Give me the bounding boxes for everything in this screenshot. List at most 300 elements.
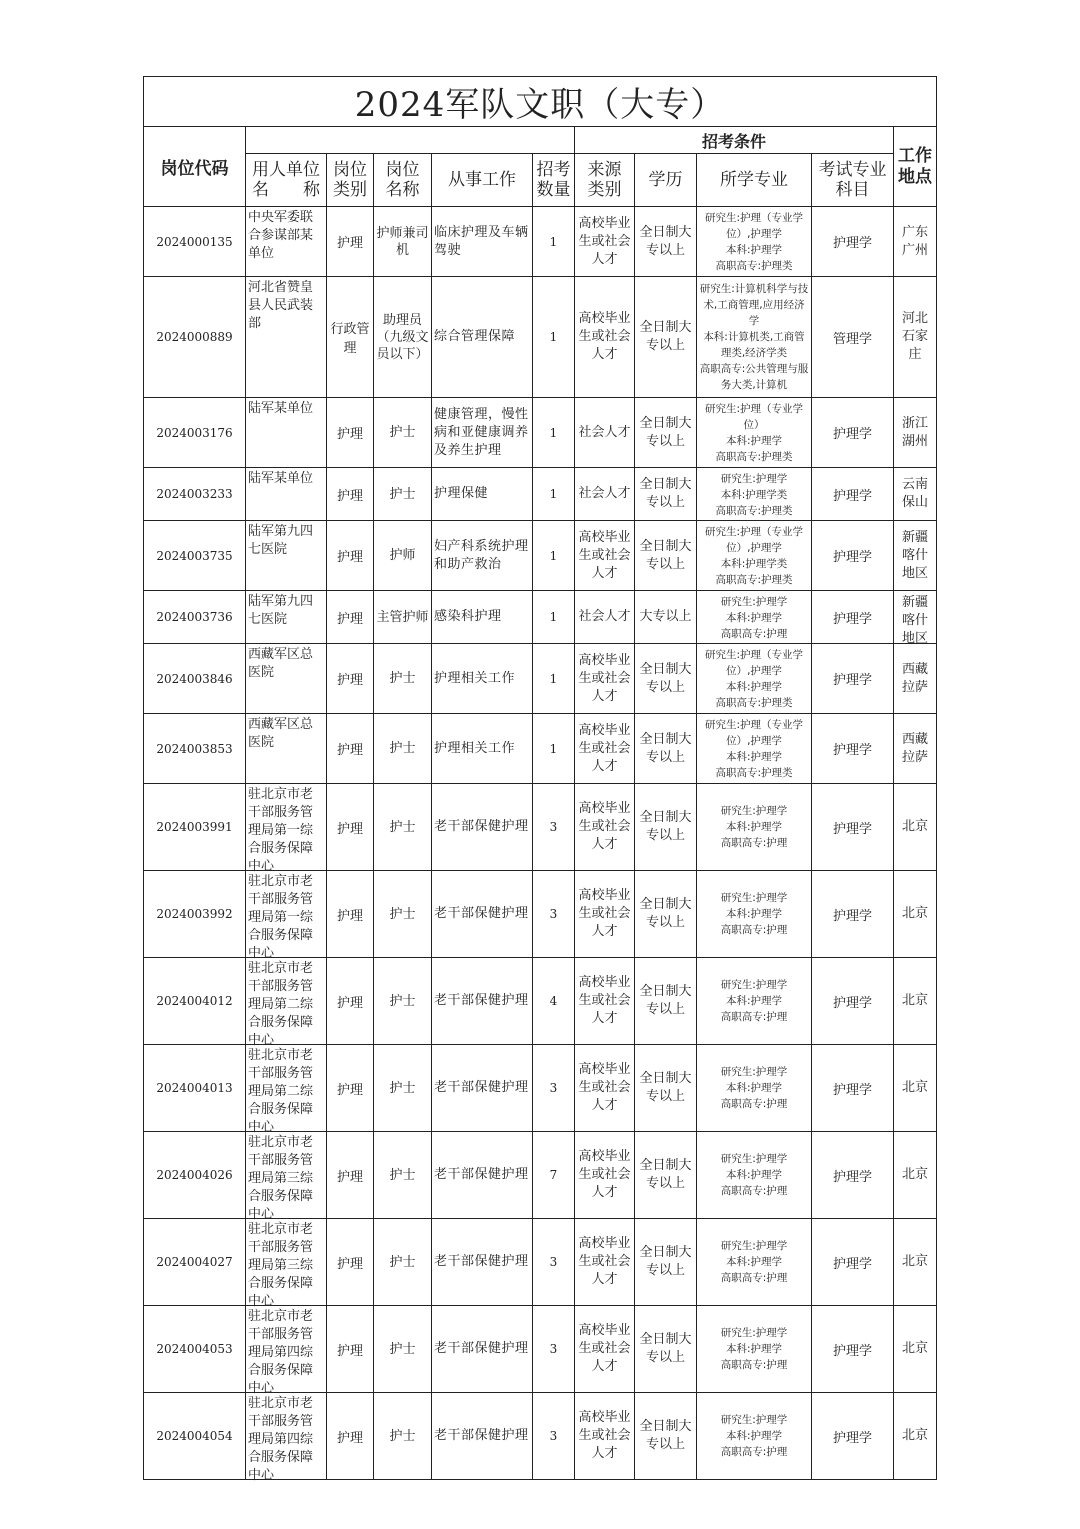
- cell-position-category: 护理: [327, 644, 374, 714]
- header-position-category: 岗位 类别: [327, 154, 374, 207]
- header-position-name: 岗位 名称: [374, 154, 432, 207]
- cell-work-content-text: 妇产科系统护理和助产救治: [434, 538, 529, 572]
- cell-education: [635, 591, 697, 644]
- cell-employer-name: [246, 714, 327, 784]
- recruitment-table-sheet: [143, 76, 936, 1483]
- cell-work-content: [432, 1306, 533, 1393]
- cell-employer-name-text: 驻北京市老干部服务管理局第四综合服务保障中心: [248, 1396, 314, 1483]
- cell-work-content: [432, 591, 533, 644]
- cell-work-content: [432, 644, 533, 714]
- table-row: [144, 1132, 937, 1219]
- cell-position-category: 护理: [327, 591, 374, 644]
- header-education: 学历: [635, 154, 697, 207]
- cell-position-code: 2024003991: [144, 784, 246, 871]
- cell-work-location: [894, 277, 937, 398]
- table-row: [144, 1219, 937, 1306]
- cell-exam-subject: 护理学: [812, 521, 894, 591]
- cell-position-name: 护师兼司机: [374, 207, 432, 277]
- cell-education: [635, 784, 697, 871]
- header-work-content: 从事工作: [432, 154, 533, 207]
- cell-position-code: 2024003736: [144, 591, 246, 644]
- cell-exam-subject: 护理学: [812, 1393, 894, 1480]
- cell-work-content-text: 老干部保健护理: [434, 1341, 529, 1356]
- cell-source-type: [575, 871, 635, 958]
- cell-education-text: 全日制大专以上: [639, 897, 692, 930]
- cell-employer-name-text: 驻北京市老干部服务管理局第三综合服务保障中心: [248, 1135, 314, 1222]
- cell-position-name: 护士: [374, 398, 432, 468]
- cell-position-code: 2024004026: [144, 1132, 246, 1219]
- cell-work-location: [894, 1132, 937, 1219]
- cell-education-text: 全日制大专以上: [639, 984, 692, 1017]
- cell-source-type: [575, 958, 635, 1045]
- cell-employer-name-text: 陆军某单位: [248, 471, 314, 486]
- cell-recruit-count: 1: [533, 468, 575, 521]
- cell-work-content: [432, 398, 533, 468]
- cell-employer-name: [246, 1306, 327, 1396]
- cell-education: [635, 958, 697, 1045]
- cell-exam-subject: 护理学: [812, 468, 894, 521]
- table-row: [144, 871, 937, 958]
- cell-education: [635, 521, 697, 591]
- cell-position-code: 2024003846: [144, 644, 246, 714]
- cell-position-code: 2024000135: [144, 207, 246, 277]
- cell-position-category: 护理: [327, 521, 374, 591]
- cell-major-text: 研究生:计算机科学与技术,工商管理,应用经济学 本科:计算机类,工商管理类,经济学类 高职高专:公共管理与服务大类,计算机: [699, 283, 809, 391]
- cell-work-content-text: 感染科护理: [434, 609, 502, 624]
- cell-source-type-text: 高校毕业生或社会人才: [578, 801, 631, 852]
- header-exam-subject: 考试专业 科目: [812, 154, 894, 207]
- cell-work-content: [432, 784, 533, 871]
- header-position-code: 岗位代码: [144, 127, 246, 207]
- cell-source-type-text: 高校毕业生或社会人才: [578, 1062, 631, 1113]
- cell-source-type: [575, 784, 635, 871]
- cell-major-text: 研究生:护理学 本科:护理学 高职高专:护理: [720, 892, 788, 936]
- table-row: [144, 1306, 937, 1393]
- cell-source-type-text: 高校毕业生或社会人才: [578, 888, 631, 939]
- header-blank-span: [246, 127, 575, 154]
- cell-major: [697, 591, 812, 644]
- cell-major: [697, 277, 812, 398]
- cell-position-category: 护理: [327, 871, 374, 958]
- cell-major-text: 研究生:护理学 本科:护理学 高职高专:护理: [720, 1153, 788, 1197]
- cell-source-type-text: 高校毕业生或社会人才: [578, 215, 631, 267]
- cell-position-category: 护理: [327, 784, 374, 871]
- cell-position-name: 护士: [374, 958, 432, 1045]
- cell-exam-subject: 护理学: [812, 1306, 894, 1393]
- cell-work-location-text: 新疆喀什地区: [902, 595, 929, 646]
- cell-employer-name: [246, 1393, 327, 1483]
- cell-position-name: 护士: [374, 1132, 432, 1219]
- cell-education-text: 全日制大专以上: [639, 477, 692, 510]
- cell-source-type-text: 高校毕业生或社会人才: [578, 1236, 631, 1287]
- cell-major-text: 研究生:护理（专业学位）,护理学 本科:护理学 高职高专:护理类: [704, 212, 804, 272]
- cell-work-location-text: 浙江湖州: [902, 415, 929, 449]
- table-row: [144, 591, 937, 644]
- table-row: [144, 958, 937, 1045]
- cell-work-location: [894, 714, 937, 784]
- cell-exam-subject: 护理学: [812, 398, 894, 468]
- cell-education-text: 全日制大专以上: [639, 1332, 692, 1365]
- cell-education-text: 全日制大专以上: [639, 810, 692, 843]
- cell-education: [635, 207, 697, 277]
- cell-employer-name-text: 驻北京市老干部服务管理局第一综合服务保障中心: [248, 874, 314, 961]
- cell-work-location-text: 北京: [902, 993, 929, 1008]
- cell-position-code: 2024003992: [144, 871, 246, 958]
- cell-work-location: [894, 398, 937, 468]
- cell-work-content-text: 老干部保健护理: [434, 1254, 529, 1269]
- cell-work-location: [894, 871, 937, 958]
- cell-position-code: 2024004053: [144, 1306, 246, 1393]
- cell-position-category: 护理: [327, 1045, 374, 1132]
- cell-work-location-text: 北京: [902, 1428, 929, 1443]
- cell-exam-subject: 护理学: [812, 207, 894, 277]
- cell-source-type-text: 社会人才: [578, 486, 631, 501]
- cell-work-content-text: 老干部保健护理: [434, 1428, 529, 1443]
- cell-education-text: 大专以上: [639, 609, 692, 624]
- cell-position-name: 护士: [374, 871, 432, 958]
- cell-source-type: [575, 1306, 635, 1393]
- cell-major-text: 研究生:护理（专业学位）,护理学 本科:护理学 高职高专:护理类: [704, 719, 804, 779]
- cell-major: [697, 784, 812, 871]
- cell-education-text: 全日制大专以上: [639, 415, 692, 449]
- recruitment-table: [143, 76, 937, 1483]
- cell-work-location-text: 北京: [902, 1167, 929, 1182]
- cell-major: [697, 644, 812, 714]
- cell-recruit-count: 3: [533, 871, 575, 958]
- cell-education: [635, 644, 697, 714]
- cell-recruit-count: 1: [533, 207, 575, 277]
- cell-employer-name-text: 驻北京市老干部服务管理局第二综合服务保障中心: [248, 961, 314, 1048]
- cell-recruit-count: 3: [533, 784, 575, 871]
- cell-employer-name: [246, 207, 327, 277]
- cell-position-name: 护士: [374, 1306, 432, 1393]
- cell-position-name: 护士: [374, 1045, 432, 1132]
- cell-work-content-text: 老干部保健护理: [434, 993, 529, 1008]
- cell-work-location: [894, 468, 937, 521]
- cell-work-location-text: 西藏拉萨: [902, 731, 929, 765]
- cell-exam-subject: 护理学: [812, 871, 894, 958]
- cell-source-type-text: 高校毕业生或社会人才: [578, 1410, 631, 1461]
- cell-work-content: [432, 871, 533, 958]
- cell-work-location: [894, 1393, 937, 1480]
- cell-education-text: 全日制大专以上: [639, 538, 692, 572]
- cell-exam-subject: 护理学: [812, 1219, 894, 1306]
- cell-position-code: 2024004054: [144, 1393, 246, 1480]
- cell-position-name: 护士: [374, 468, 432, 521]
- cell-exam-subject: 护理学: [812, 591, 894, 644]
- cell-education-text: 全日制大专以上: [639, 1158, 692, 1191]
- cell-source-type: [575, 207, 635, 277]
- cell-employer-name: [246, 1132, 327, 1222]
- table-row: [144, 207, 937, 277]
- cell-work-location-text: 西藏拉萨: [902, 661, 929, 695]
- cell-position-category: 护理: [327, 1306, 374, 1393]
- cell-major-text: 研究生:护理学 本科:护理学 高职高专:护理: [720, 1414, 788, 1458]
- cell-employer-name: [246, 277, 327, 398]
- cell-recruit-count: 7: [533, 1132, 575, 1219]
- table-row: [144, 784, 937, 871]
- cell-position-name: 护士: [374, 784, 432, 871]
- cell-major-text: 研究生:护理学 本科:护理学 高职高专:护理: [720, 805, 788, 849]
- cell-work-location-text: 北京: [902, 819, 929, 834]
- cell-work-location-text: 新疆喀什地区: [902, 529, 929, 581]
- cell-source-type: [575, 714, 635, 784]
- cell-position-code: 2024003176: [144, 398, 246, 468]
- cell-position-category: 护理: [327, 1219, 374, 1306]
- table-row: [144, 714, 937, 784]
- header-source-type: 来源 类别: [575, 154, 635, 207]
- table-row: [144, 521, 937, 591]
- cell-exam-subject: 护理学: [812, 958, 894, 1045]
- cell-source-type-text: 高校毕业生或社会人才: [578, 311, 631, 362]
- cell-major: [697, 207, 812, 277]
- cell-source-type-text: 高校毕业生或社会人才: [578, 722, 631, 774]
- cell-work-content-text: 老干部保健护理: [434, 819, 529, 834]
- cell-education-text: 全日制大专以上: [639, 1419, 692, 1452]
- cell-work-content-text: 护理保健: [434, 486, 489, 501]
- cell-work-content: [432, 468, 533, 521]
- table-row: [144, 277, 937, 398]
- table-row: [144, 468, 937, 521]
- cell-position-category: 护理: [327, 468, 374, 521]
- cell-education: [635, 1132, 697, 1219]
- cell-position-code: 2024003853: [144, 714, 246, 784]
- cell-work-location: [894, 591, 937, 644]
- cell-education: [635, 398, 697, 468]
- cell-source-type: [575, 591, 635, 644]
- cell-exam-subject: 护理学: [812, 644, 894, 714]
- cell-position-name: 护士: [374, 1393, 432, 1480]
- cell-work-location-text: 北京: [902, 1080, 929, 1095]
- table-body: [144, 207, 937, 1483]
- cell-employer-name: [246, 871, 327, 961]
- table-row: [144, 644, 937, 714]
- cell-position-code: 2024003233: [144, 468, 246, 521]
- cell-position-name: 护士: [374, 644, 432, 714]
- cell-employer-name-text: 陆军第九四七医院: [248, 594, 314, 627]
- cell-exam-subject: 护理学: [812, 784, 894, 871]
- cell-employer-name-text: 河北省赞皇县人民武装部: [248, 280, 314, 331]
- cell-position-category: 护理: [327, 714, 374, 784]
- cell-work-location: [894, 644, 937, 714]
- cell-education: [635, 1393, 697, 1480]
- cell-exam-subject: 护理学: [812, 714, 894, 784]
- cell-work-location-text: 云南保山: [902, 477, 929, 510]
- cell-position-code: 2024004012: [144, 958, 246, 1045]
- cell-position-code: 2024000889: [144, 277, 246, 398]
- cell-work-location: [894, 521, 937, 591]
- cell-recruit-count: 3: [533, 1219, 575, 1306]
- cell-position-code: 2024004027: [144, 1219, 246, 1306]
- cell-position-category: 护理: [327, 1132, 374, 1219]
- cell-recruit-count: 1: [533, 591, 575, 644]
- cell-major: [697, 1219, 812, 1306]
- cell-recruit-count: 1: [533, 277, 575, 398]
- cell-position-code: 2024003735: [144, 521, 246, 591]
- cell-education-text: 全日制大专以上: [639, 320, 692, 353]
- cell-work-content: [432, 207, 533, 277]
- cell-work-location-text: 河北石家庄: [902, 311, 929, 362]
- cell-employer-name: [246, 784, 327, 874]
- cell-source-type: [575, 1393, 635, 1480]
- cell-source-type-text: 高校毕业生或社会人才: [578, 1149, 631, 1200]
- cell-major-text: 研究生:护理学 本科:护理学 高职高专:护理: [720, 979, 788, 1023]
- cell-major-text: 研究生:护理学 本科:护理学 高职高专:护理: [720, 1240, 788, 1284]
- cell-employer-name-text: 陆军某单位: [248, 401, 314, 416]
- cell-work-location: [894, 1219, 937, 1306]
- cell-work-location: [894, 1045, 937, 1132]
- cell-source-type-text: 高校毕业生或社会人才: [578, 975, 631, 1026]
- cell-position-name: 护师: [374, 521, 432, 591]
- table-row: [144, 1045, 937, 1132]
- cell-work-location: [894, 207, 937, 277]
- table-row: [144, 1393, 937, 1480]
- cell-major-text: 研究生:护理学 本科:护理学 高职高专:护理: [720, 1327, 788, 1371]
- table-title: 2024军队文职（大专）: [144, 77, 937, 127]
- cell-education-text: 全日制大专以上: [639, 1071, 692, 1104]
- cell-recruit-count: 1: [533, 644, 575, 714]
- cell-major: [697, 521, 812, 591]
- cell-major: [697, 1306, 812, 1393]
- cell-work-content: [432, 1219, 533, 1306]
- cell-work-content-text: 临床护理及车辆驾驶: [434, 224, 529, 258]
- cell-source-type-text: 高校毕业生或社会人才: [578, 1323, 631, 1374]
- cell-source-type-text: 社会人才: [578, 609, 631, 624]
- cell-position-category: 护理: [327, 207, 374, 277]
- cell-source-type: [575, 468, 635, 521]
- cell-work-content: [432, 958, 533, 1045]
- cell-recruit-count: 1: [533, 521, 575, 591]
- cell-position-category: 护理: [327, 958, 374, 1045]
- cell-employer-name-text: 驻北京市老干部服务管理局第二综合服务保障中心: [248, 1048, 314, 1135]
- cell-position-code: 2024004013: [144, 1045, 246, 1132]
- cell-education: [635, 468, 697, 521]
- cell-work-location: [894, 958, 937, 1045]
- cell-work-location-text: 北京: [902, 1254, 929, 1269]
- cell-employer-name: [246, 1219, 327, 1309]
- cell-education: [635, 1219, 697, 1306]
- cell-work-location: [894, 784, 937, 871]
- cell-education-text: 全日制大专以上: [639, 661, 692, 695]
- cell-major-text: 研究生:护理（专业学位）,护理学 本科:护理学 高职高专:护理类: [704, 649, 804, 709]
- cell-source-type: [575, 277, 635, 398]
- cell-source-type: [575, 1219, 635, 1306]
- cell-employer-name: [246, 521, 327, 591]
- cell-major: [697, 1045, 812, 1132]
- cell-education: [635, 1045, 697, 1132]
- cell-work-content: [432, 714, 533, 784]
- cell-position-name: 助理员（九级文员以下）: [374, 277, 432, 398]
- cell-work-location: [894, 1306, 937, 1393]
- cell-source-type-text: 社会人才: [578, 424, 631, 440]
- cell-recruit-count: 3: [533, 1393, 575, 1480]
- cell-exam-subject: 管理学: [812, 277, 894, 398]
- cell-work-location-text: 北京: [902, 1341, 929, 1356]
- cell-major-text: 研究生:护理学 本科:护理学 高职高专:护理: [720, 596, 788, 640]
- cell-source-type: [575, 398, 635, 468]
- cell-education-text: 全日制大专以上: [639, 731, 692, 765]
- table-row: [144, 398, 937, 468]
- cell-employer-name-text: 陆军第九四七医院: [248, 524, 314, 557]
- cell-source-type: [575, 521, 635, 591]
- cell-major: [697, 468, 812, 521]
- cell-employer-name: [246, 958, 327, 1048]
- cell-work-content-text: 老干部保健护理: [434, 906, 529, 921]
- cell-source-type-text: 高校毕业生或社会人才: [578, 529, 631, 581]
- cell-employer-name-text: 中央军委联合参谋部某单位: [248, 210, 314, 261]
- cell-employer-name-text: 西藏军区总医院: [248, 717, 314, 750]
- cell-employer-name-text: 驻北京市老干部服务管理局第四综合服务保障中心: [248, 1309, 314, 1396]
- cell-work-location-text: 广东广州: [902, 224, 929, 258]
- cell-employer-name: [246, 468, 327, 521]
- cell-recruit-count: 1: [533, 398, 575, 468]
- cell-recruit-count: 3: [533, 1306, 575, 1393]
- cell-position-name: 护士: [374, 714, 432, 784]
- header-recruit-count: 招考 数量: [533, 154, 575, 207]
- cell-source-type-text: 高校毕业生或社会人才: [578, 652, 631, 704]
- cell-education-text: 全日制大专以上: [639, 1245, 692, 1278]
- cell-work-content: [432, 521, 533, 591]
- cell-recruit-count: 1: [533, 714, 575, 784]
- cell-work-location-text: 北京: [902, 906, 929, 921]
- cell-major-text: 研究生:护理学 本科:护理学类 高职高专:护理类: [715, 473, 793, 517]
- cell-major: [697, 958, 812, 1045]
- cell-major-text: 研究生:护理（专业学位）,护理学 本科:护理学类 高职高专:护理类: [704, 526, 804, 586]
- cell-major: [697, 871, 812, 958]
- header-employer-name: 用人单位 名 称: [246, 154, 327, 207]
- header-work-location: 工作 地点: [894, 127, 937, 207]
- cell-work-content-text: 老干部保健护理: [434, 1080, 529, 1095]
- cell-work-content: [432, 277, 533, 398]
- cell-education: [635, 871, 697, 958]
- cell-position-category: 护理: [327, 398, 374, 468]
- cell-major-text: 研究生:护理（专业学位） 本科:护理学 高职高专:护理类: [704, 403, 804, 463]
- cell-employer-name: [246, 644, 327, 714]
- cell-employer-name-text: 驻北京市老干部服务管理局第一综合服务保障中心: [248, 787, 314, 874]
- cell-work-content: [432, 1393, 533, 1480]
- cell-position-category: 护理: [327, 1393, 374, 1480]
- cell-education: [635, 714, 697, 784]
- cell-source-type: [575, 644, 635, 714]
- cell-employer-name: [246, 398, 327, 468]
- header-recruitment-conditions: 招考条件: [575, 127, 894, 154]
- cell-work-content: [432, 1045, 533, 1132]
- cell-recruit-count: 4: [533, 958, 575, 1045]
- cell-exam-subject: 护理学: [812, 1132, 894, 1219]
- cell-position-category: 行政管理: [327, 277, 374, 398]
- cell-employer-name-text: 驻北京市老干部服务管理局第三综合服务保障中心: [248, 1222, 314, 1309]
- cell-employer-name-text: 西藏军区总医院: [248, 647, 314, 680]
- cell-recruit-count: 3: [533, 1045, 575, 1132]
- cell-work-content-text: 老干部保健护理: [434, 1167, 529, 1182]
- header-major: 所学专业: [697, 154, 812, 207]
- cell-work-content-text: 健康管理，慢性病和亚健康调养及养生护理: [434, 406, 529, 458]
- cell-exam-subject: 护理学: [812, 1045, 894, 1132]
- cell-position-name: 护士: [374, 1219, 432, 1306]
- cell-work-content-text: 护理相关工作: [434, 670, 516, 686]
- cell-major: [697, 1393, 812, 1480]
- cell-employer-name: [246, 1045, 327, 1135]
- cell-work-content-text: 护理相关工作: [434, 740, 516, 756]
- cell-education: [635, 277, 697, 398]
- cell-major: [697, 714, 812, 784]
- cell-education-text: 全日制大专以上: [639, 224, 692, 258]
- cell-employer-name: [246, 591, 327, 644]
- cell-source-type: [575, 1132, 635, 1219]
- cell-major: [697, 1132, 812, 1219]
- cell-work-content: [432, 1132, 533, 1219]
- cell-position-name: 主管护师: [374, 591, 432, 644]
